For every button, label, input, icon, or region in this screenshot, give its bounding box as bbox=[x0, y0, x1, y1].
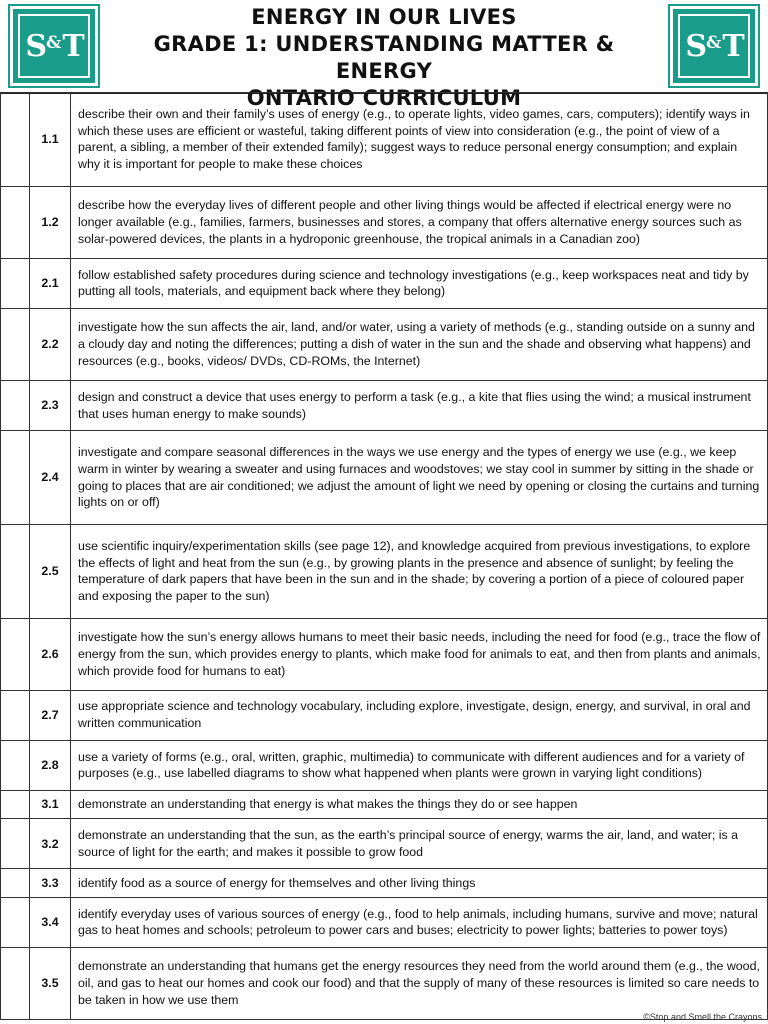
st-logo-right bbox=[670, 6, 758, 86]
checkbox-column-cell bbox=[1, 431, 30, 525]
table-row bbox=[1, 947, 768, 1019]
expectation-code: 3.5 bbox=[30, 947, 71, 1019]
table-row bbox=[1, 740, 768, 790]
table-row bbox=[1, 690, 768, 740]
expectation-code: 2.3 bbox=[30, 380, 71, 430]
expectation-text: demonstrate an understanding that energy is what makes the things they do or see happen bbox=[71, 791, 768, 819]
checkbox-column-cell bbox=[1, 618, 30, 690]
table-row bbox=[1, 308, 768, 380]
checkbox-column-cell bbox=[1, 690, 30, 740]
checkbox-column-cell bbox=[1, 947, 30, 1019]
expectation-code: 2.5 bbox=[30, 524, 71, 618]
expectation-text: identify everyday uses of various sources of energy (e.g., food to help animals, including humans, survive and move; natural gas to heat homes and schools; petroleum to power cars and buses; electricity to power lights; batteries to power toys) bbox=[71, 897, 768, 947]
expectation-text: identify food as a source of energy for themselves and other living things bbox=[71, 869, 768, 897]
st-logo-mark bbox=[18, 14, 90, 78]
logo-letter-t: T bbox=[722, 28, 743, 64]
expectation-code: 2.2 bbox=[30, 308, 71, 380]
expectation-text: demonstrate an understanding that the sun, as the earth’s principal source of energy, warms the air, land, and water; is a source of light for the earth; and makes it possible to grow food bbox=[71, 819, 768, 869]
table-row bbox=[1, 524, 768, 618]
checkbox-column-cell bbox=[1, 258, 30, 308]
checkbox-column-cell bbox=[1, 791, 30, 819]
page-header bbox=[0, 0, 768, 110]
checkbox-column-cell bbox=[1, 869, 30, 897]
table-row bbox=[1, 186, 768, 258]
table-row bbox=[1, 431, 768, 525]
expectation-code: 3.3 bbox=[30, 869, 71, 897]
copyright-footer: ©Stop and Smell the Crayons bbox=[643, 1012, 762, 1022]
checkbox-column-cell bbox=[1, 897, 30, 947]
logo-ampersand: & bbox=[705, 33, 722, 53]
expectation-code: 2.4 bbox=[30, 431, 71, 525]
expectation-text: demonstrate an understanding that humans get the energy resources they need from the world around them (e.g., the wood, oil, and gas to heat our homes and cook our food) and that the supply of many of these resources is limited so care needs to be taken in how we use them bbox=[71, 947, 768, 1019]
expectation-text: investigate how the sun affects the air, land, and/or water, using a variety of methods (e.g., standing outside on a sunny and a cloudy day and noting the differences; putting a dish of water in the sun and the shade and observing what happens) and resources (e.g., books, videos/ DVDs, CD-ROMs, the Internet) bbox=[71, 308, 768, 380]
table-row bbox=[1, 791, 768, 819]
expectation-text: investigate how the sun’s energy allows humans to meet their basic needs, including the need for food (e.g., trace the flow of energy from the sun, which provides energy to plants, which make food for animals to eat, and then from plants and animals, which provide food for humans to eat) bbox=[71, 618, 768, 690]
expectation-text: use appropriate science and technology vocabulary, including explore, investigate, design, energy, and survival, in oral and written communication bbox=[71, 690, 768, 740]
checkbox-column-cell bbox=[1, 186, 30, 258]
expectation-code: 2.6 bbox=[30, 618, 71, 690]
st-logo-left bbox=[10, 6, 98, 86]
table-row bbox=[1, 819, 768, 869]
expectation-code: 2.1 bbox=[30, 258, 71, 308]
expectation-text: describe how the everyday lives of different people and other living things would be affected if electrical energy were no longer available (e.g., families, farmers, businesses and stores, a company that offers alternative energy sources such as solar-powered devices, the plants in a hydroponic greenhouse, the tropical animals in a Canadian zoo) bbox=[71, 186, 768, 258]
logo-letter-s: S bbox=[685, 28, 705, 64]
title-line-3: ONTARIO CURRICULUM bbox=[246, 86, 522, 110]
table-row bbox=[1, 93, 768, 187]
expectation-text: describe their own and their family’s uses of energy (e.g., to operate lights, video games, cars, computers); identify ways in which these uses are efficient or wasteful, taking different points of view into consideration (e.g., the point of view of a parent, a sibling, a member of their extended family); suggest ways to reduce personal energy consumption; and explain why it is important for people to make these choices bbox=[71, 93, 768, 187]
logo-letter-s: S bbox=[25, 28, 45, 64]
st-logo-mark bbox=[678, 14, 750, 78]
expectation-code: 2.8 bbox=[30, 740, 71, 790]
checkbox-column-cell bbox=[1, 819, 30, 869]
checkbox-column-cell bbox=[1, 740, 30, 790]
expectation-code: 3.2 bbox=[30, 819, 71, 869]
expectation-code: 2.7 bbox=[30, 690, 71, 740]
logo-ampersand: & bbox=[45, 33, 62, 53]
table-row bbox=[1, 897, 768, 947]
expectation-text: use a variety of forms (e.g., oral, written, graphic, multimedia) to communicate with different audiences and for a variety of purposes (e.g., use labelled diagrams to show what happened when plants were grown in varying light conditions) bbox=[71, 740, 768, 790]
expectation-text: use scientific inquiry/experimentation skills (see page 12), and knowledge acquired from previous investigations, to explore the effects of light and heat from the sun (e.g., by growing plants in the presence and absence of sunlight; by feeling the temperature of dark papers that have been in the sun and in the shade; by covering a portion of a piece of coloured paper and exposing the paper to the sun) bbox=[71, 524, 768, 618]
expectation-code: 3.1 bbox=[30, 791, 71, 819]
title-line-1: ENERGY IN OUR LIVES bbox=[251, 5, 517, 29]
checkbox-column-cell bbox=[1, 524, 30, 618]
table-row bbox=[1, 258, 768, 308]
table-row bbox=[1, 869, 768, 897]
checkbox-column-cell bbox=[1, 308, 30, 380]
expectation-text: investigate and compare seasonal differences in the ways we use energy and the types of energy we use (e.g., we keep warm in winter by wearing a sweater and using furnaces and woodstoves; we stay cool in summer by sitting in the shade or going to places that are air conditioned; we adjust the amount of light we need by opening or closing the curtains and turning lights on or off) bbox=[71, 431, 768, 525]
expectation-text: design and construct a device that uses energy to perform a task (e.g., a kite that flies using the wind; a musical instrument that uses human energy to make sounds) bbox=[71, 380, 768, 430]
table-row bbox=[1, 618, 768, 690]
expectation-code: 1.1 bbox=[30, 93, 71, 187]
expectation-code: 3.4 bbox=[30, 897, 71, 947]
title-line-2: GRADE 1: UNDERSTANDING MATTER & ENERGY bbox=[153, 32, 615, 83]
expectation-text: follow established safety procedures during science and technology investigations (e.g., keep workspaces neat and tidy by putting all tools, materials, and equipment back where they belong) bbox=[71, 258, 768, 308]
checkbox-column-cell bbox=[1, 380, 30, 430]
table-row bbox=[1, 380, 768, 430]
logo-letter-t: T bbox=[62, 28, 83, 64]
curriculum-table bbox=[0, 92, 768, 1020]
expectation-code: 1.2 bbox=[30, 186, 71, 258]
checkbox-column-cell bbox=[1, 93, 30, 187]
